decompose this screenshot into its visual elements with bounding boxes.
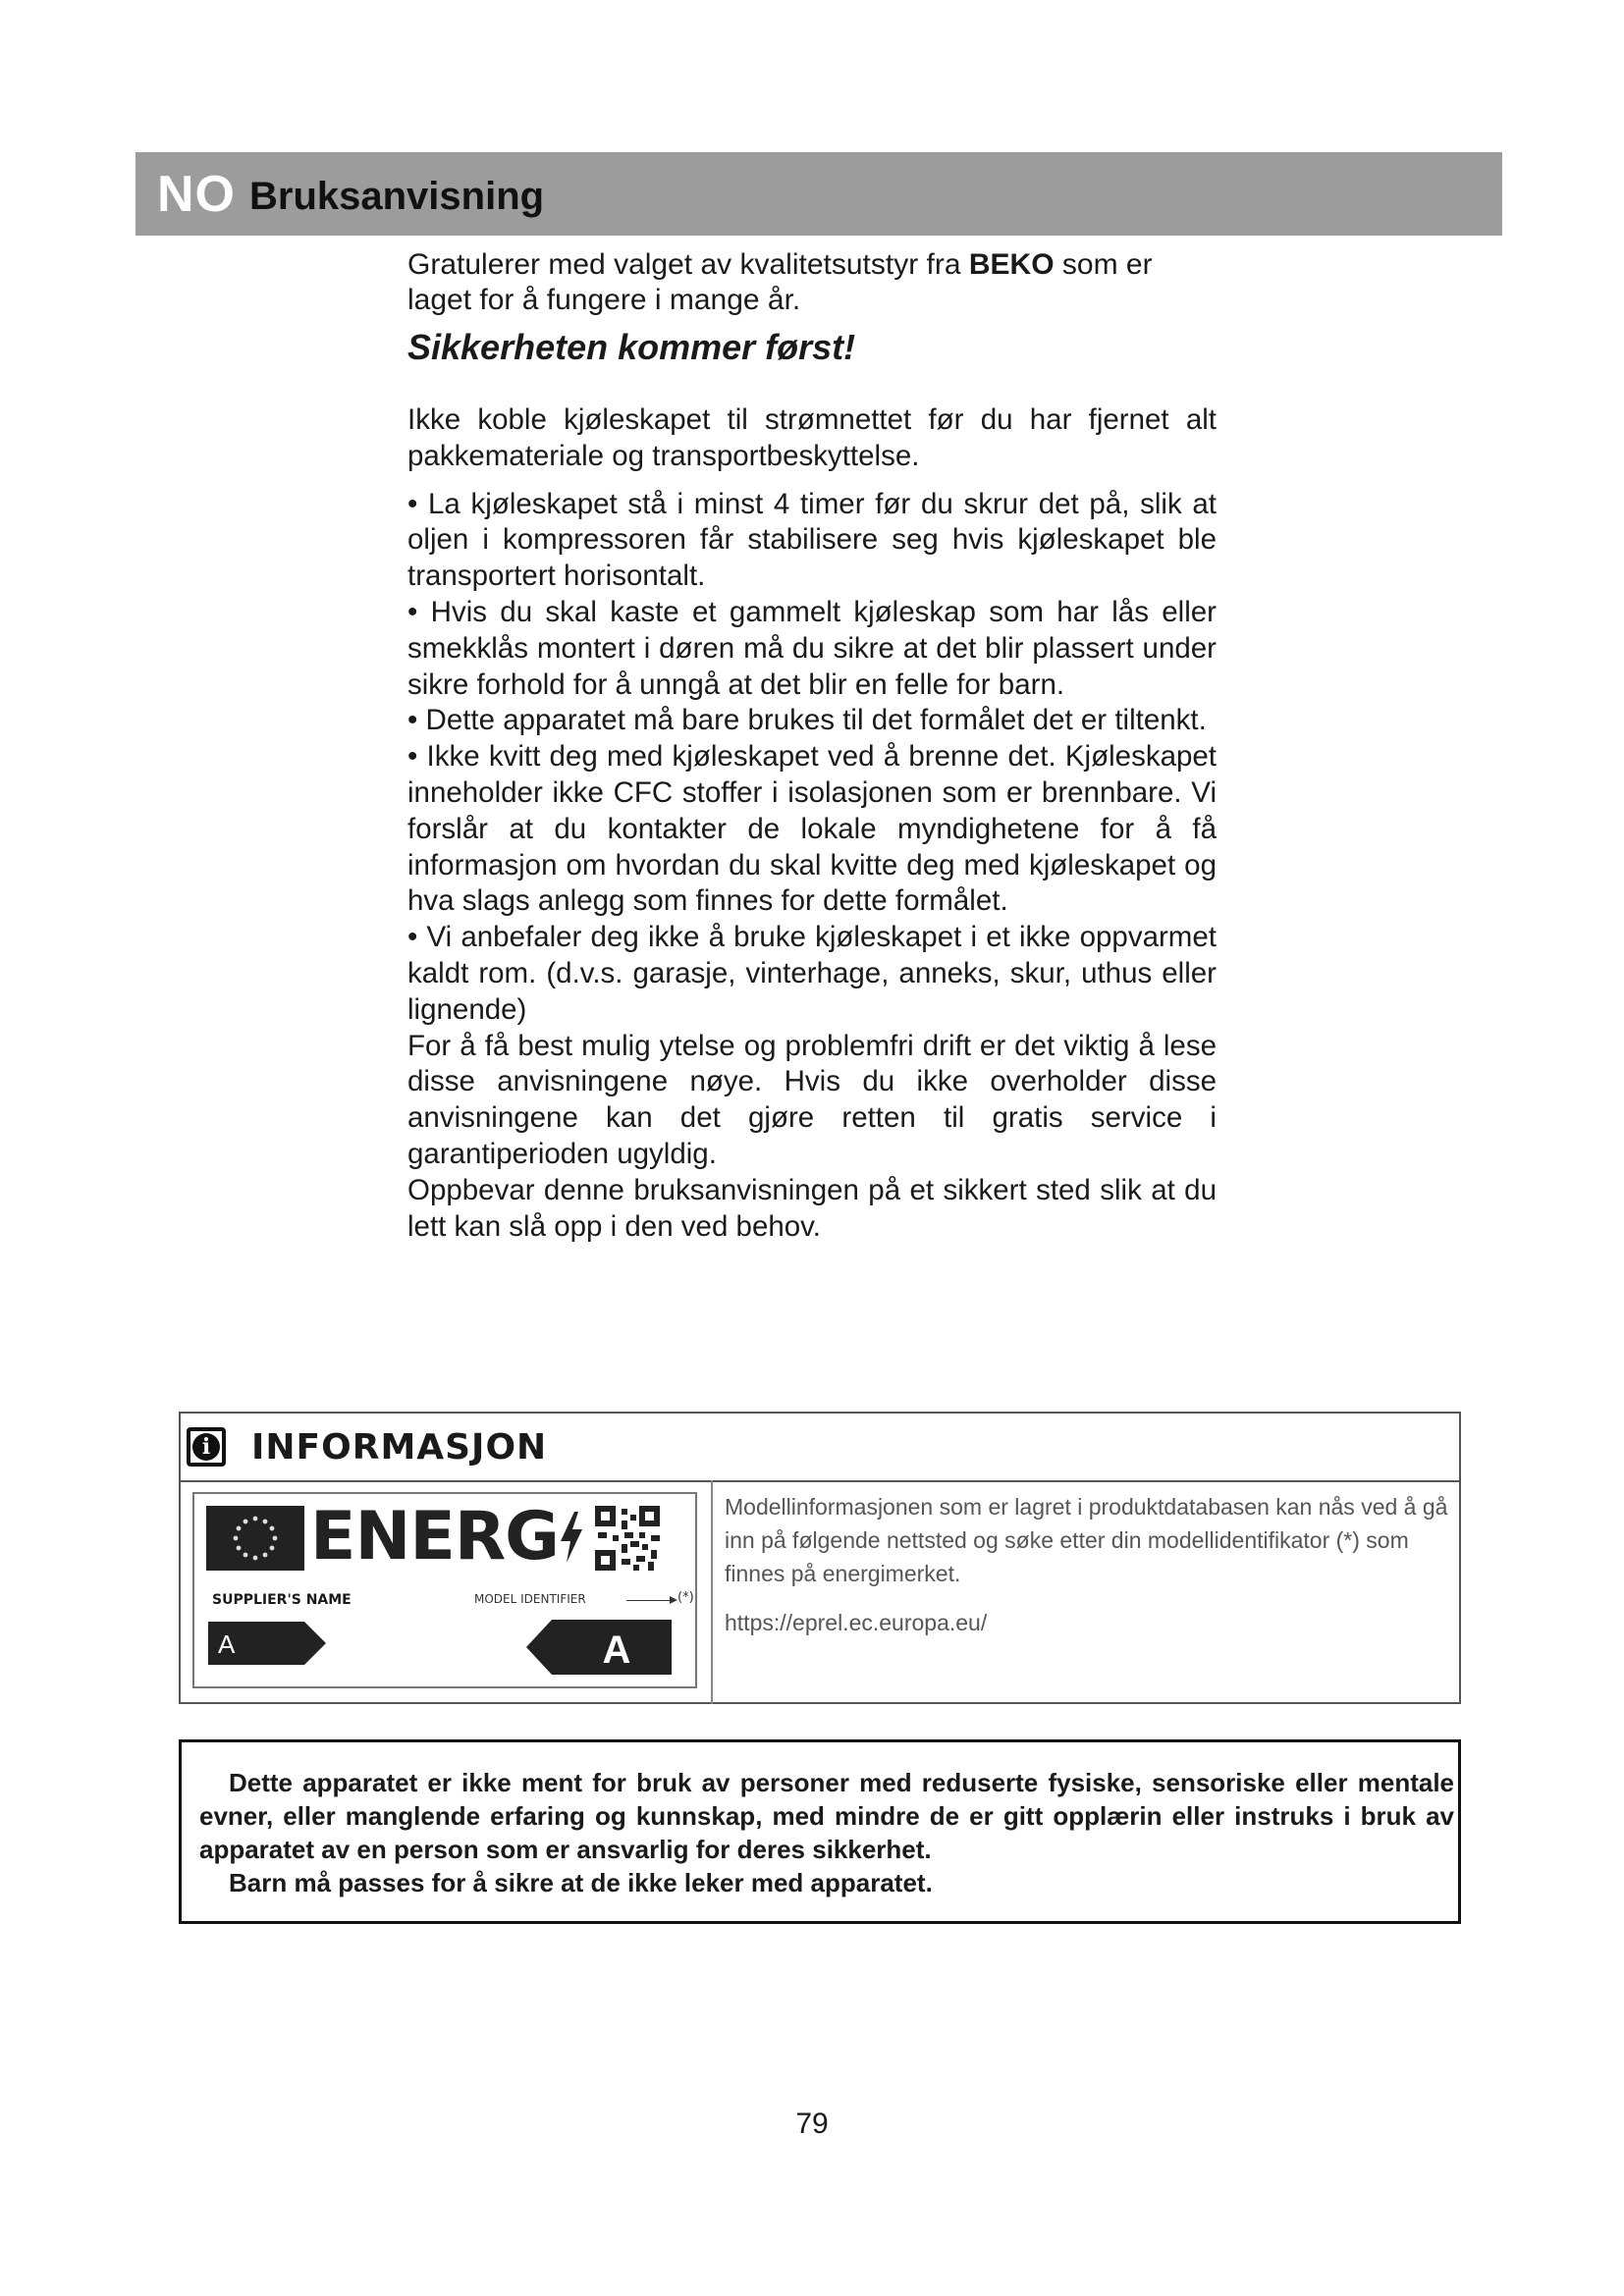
class-left-letter: A <box>218 1629 236 1659</box>
class-arrow-left-icon <box>208 1622 326 1665</box>
energy-label <box>192 1492 697 1688</box>
energy-label-title <box>310 1498 584 1575</box>
bullet-item: • Hvis du skal kaste et gammelt kjøleskap som har lås eller smekklås montert i døren må du sikre at det blir plassert under sikre forhold for å unngå at det blir en felle for barn. <box>407 595 1217 701</box>
eu-flag-icon <box>206 1506 304 1571</box>
bullet-item: • Vi anbefaler deg ikke å bruke kjøleskapet i et ikke oppvarmet kaldt rom. (d.v.s. garasje, vinterhage, anneks, skur, uthus eller lignende) <box>407 921 1217 1026</box>
information-header <box>181 1414 1459 1482</box>
paragraph: For å få best mulig ytelse og problemfri drift er det viktig å lese disse anvisningene nøye. Hvis du ikke overholder disse anvisningene kan det gjøre retten til gratis service i garantiperioden ugyldig. <box>407 1029 1217 1170</box>
information-box <box>179 1412 1461 1704</box>
energy-bolt-icon <box>559 1512 584 1563</box>
warning-children: Barn må passes for å sikre at de ikke leker med apparatet. <box>229 1868 933 1897</box>
safety-body <box>407 402 1217 1245</box>
section-header <box>135 152 1502 236</box>
paragraph: Ikke koble kjøleskapet til strømnettet før du har fjernet alt pakkemateriale og transportbeskyttelse. <box>407 403 1217 472</box>
model-identifier-label: MODEL IDENTIFIER <box>474 1592 586 1606</box>
qr-code-icon <box>595 1506 660 1571</box>
information-text: Modellinformasjonen som er lagret i produktdatabasen kan nås ved å gå inn på følgende nettsted og søke etter din modellidentifikator (*) som finnes på energimerket. <box>725 1494 1448 1586</box>
section-title: Bruksanvisning <box>249 175 545 218</box>
class-arrow-right-icon <box>526 1620 672 1675</box>
bullet-item: • Ikke kvitt deg med kjøleskapet ved å brenne det. Kjøleskapet inneholder ikke CFC stoffer i isolasjonen som er brennbare. Vi forslår at du kontakter de lokale myndighetene for å få informasjon om hvordan du skal kvitte deg med kjøleskapet og hva slags anlegg som finnes for dette formålet. <box>407 740 1217 918</box>
safety-heading: Sikkerheten kommer først! <box>407 327 856 367</box>
language-code: NO <box>157 165 236 223</box>
intro-part-1: Gratulerer med valget av kvalitetsutstyr fra <box>407 248 969 281</box>
divider <box>711 1480 713 1704</box>
energy-word: ENERG <box>310 1498 559 1575</box>
warning-box <box>179 1739 1461 1924</box>
warning-paragraph-1: Dette apparatet er ikke ment for bruk av personer med reduserte fysiske, sensoriske eller mentale evner, eller manglende erfaring og kunnskap, med mindre de er gitt opplærin eller instruks i bruk av apparatet av en person som er ansvarlig for deres sikkerhet. <box>199 1768 1454 1864</box>
eprel-link[interactable]: https://eprel.ec.europa.eu/ <box>725 1610 988 1635</box>
supplier-name-label: SUPPLIER'S NAME <box>212 1592 352 1608</box>
arrow-icon <box>626 1600 676 1601</box>
class-right-letter: A <box>602 1629 631 1672</box>
brand-name: BEKO <box>968 248 1055 281</box>
bullet-item: • La kjøleskapet stå i minst 4 timer før du skrur det på, slik at oljen i kompressoren får stabilisere seg hvis kjøleskapet ble transportert horisontalt. <box>407 487 1217 593</box>
intro-text <box>407 247 1222 318</box>
info-icon: i <box>187 1427 226 1467</box>
page-number: 79 <box>795 2108 829 2140</box>
warning-text <box>199 1766 1454 1866</box>
information-title: INFORMASJON <box>251 1426 548 1468</box>
bullet-item: • Dette apparatet må bare brukes til det formålet det er tiltenkt. <box>407 704 1207 737</box>
model-marker: (*) <box>677 1590 694 1605</box>
paragraph: Oppbevar denne bruksanvisningen på et sikkert sted slik at du lett kan slå opp i den ved behov. <box>407 1173 1217 1243</box>
intro-part-2: som er laget for å fungere i mange år. <box>407 248 1153 316</box>
